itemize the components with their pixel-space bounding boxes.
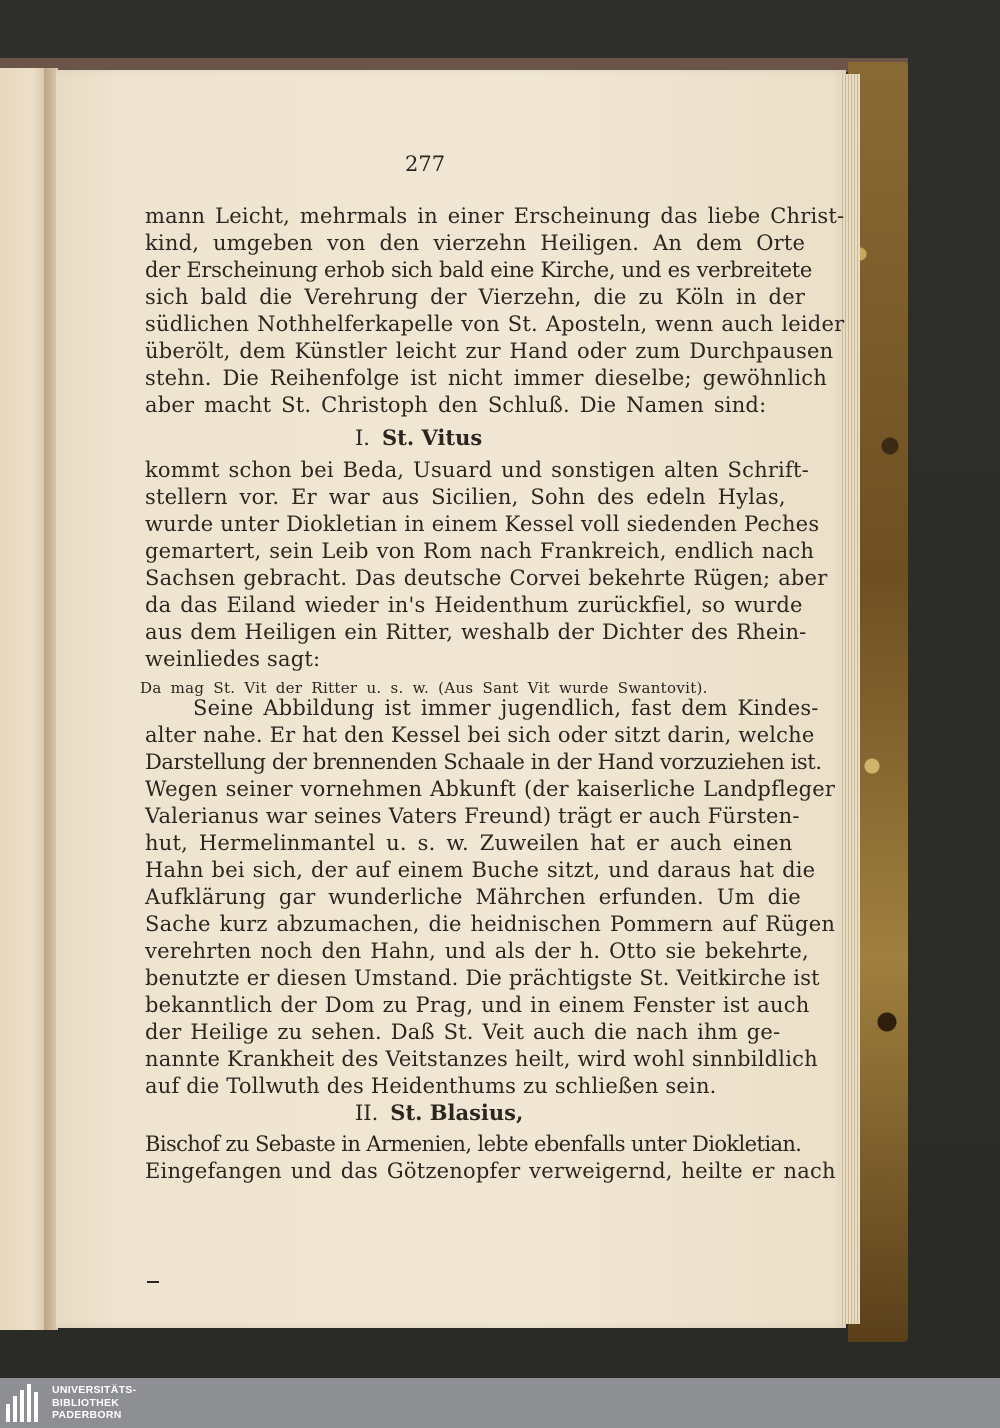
page-mark	[147, 1281, 159, 1283]
text-line: nannte Krankheit des Veitstanzes heilt, wird wohl sinnbildlich	[145, 1047, 818, 1071]
text-line: Valerianus war seines Vaters Freund) trägt er auch Fürsten-	[145, 804, 800, 828]
text-line: Hahn bei sich, der auf einem Buche sitzt, und daraus hat die	[145, 858, 816, 882]
section-heading-st-blasius	[355, 1100, 523, 1125]
text-line: Darstellung der brennenden Schaale in der Hand vorzuziehen ist.	[145, 750, 822, 774]
text-line: alter nahe. Er hat den Kessel bei sich oder sitzt darin, welche	[145, 723, 815, 747]
logo-line: UNIVERSITÄTS-	[52, 1384, 137, 1396]
text-line: Sache kurz abzumachen, die heidnischen Pommern auf Rügen	[145, 912, 836, 936]
text-line: stehn. Die Reihenfolge ist nicht immer dieselbe; gewöhnlich	[145, 366, 827, 390]
page-number: 277	[405, 152, 446, 176]
text-line: Eingefangen und das Götzenopfer verweigernd, heilte er nach	[145, 1159, 836, 1183]
text-line: bekanntlich der Dom zu Prag, und in einem Fenster ist auch	[145, 993, 810, 1017]
heading-numeral: I.	[355, 426, 370, 450]
quote-line: Da mag St. Vit der Ritter u. s. w. (Aus Sant Vit wurde Swantovit).	[140, 679, 708, 697]
text-line: da das Eiland wieder in's Heidenthum zurückfiel, so wurde	[145, 593, 803, 617]
text-line: kommt schon bei Beda, Usuard und sonstigen alten Schrift-	[145, 458, 809, 482]
text-line: Aufklärung gar wunderliche Mährchen erfunden. Um die	[145, 885, 801, 909]
footer-bar	[0, 1378, 1000, 1428]
text-line: Sachsen gebracht. Das deutsche Corvei bekehrte Rügen; aber	[145, 566, 828, 590]
text-line: Bischof zu Sebaste in Armenien, lebte ebenfalls unter Diokletian.	[145, 1132, 802, 1156]
text-line: der Erscheinung erhob sich bald eine Kirche, und es verbreitete	[145, 258, 812, 282]
text-line: südlichen Nothhelferkapelle von St. Aposteln, wenn auch leider	[145, 312, 845, 336]
logo-line: BIBLIOTHEK	[52, 1396, 120, 1409]
page-edges	[840, 74, 860, 1324]
heading-title: St. Vitus	[381, 425, 483, 450]
text-line: mann Leicht, mehrmals in einer Erscheinung das liebe Christ-	[145, 204, 845, 228]
text-line: hut, Hermelinmantel u. s. w. Zuweilen hat er auch einen	[145, 831, 793, 855]
logo-line: PADERBORN	[52, 1409, 122, 1421]
text-line: kind, umgeben von den vierzehn Heiligen. An dem Orte	[145, 231, 806, 255]
text-line: stellern vor. Er war aus Sicilien, Sohn des edeln Hylas,	[145, 485, 786, 509]
text-line: gemartert, sein Leib von Rom nach Frankreich, endlich nach	[145, 539, 815, 563]
text-line: verehrten noch den Hahn, und als der h. Otto sie bekehrte,	[145, 939, 809, 963]
text-line: aus dem Heiligen ein Ritter, weshalb der Dichter des Rhein-	[145, 620, 807, 644]
section-heading-st-vitus	[355, 425, 482, 450]
heading-numeral: II.	[355, 1101, 379, 1125]
text-line: Wegen seiner vornehmen Abkunft (der kaiserliche Landpfleger	[145, 777, 836, 801]
text-line: überölt, dem Künstler leicht zur Hand oder zum Durchpausen	[145, 339, 834, 363]
text-line: sich bald die Verehrung der Vierzehn, die zu Köln in der	[145, 285, 806, 309]
text-line: Seine Abbildung ist immer jugendlich, fast dem Kindes-	[193, 696, 819, 720]
library-logo-text	[52, 1384, 136, 1422]
text-line: der Heilige zu sehen. Daß St. Veit auch die nach ihm ge-	[145, 1020, 781, 1044]
library-logo-icon	[6, 1384, 44, 1422]
text-line: weinliedes sagt:	[145, 647, 321, 671]
text-line: benutzte er diesen Umstand. Die prächtigste St. Veitkirche ist	[145, 966, 820, 990]
text-line: auf die Tollwuth des Heidenthums zu schließen sein.	[145, 1074, 717, 1098]
heading-title: St. Blasius,	[390, 1100, 524, 1125]
left-page-edge	[0, 68, 46, 1330]
text-line: aber macht St. Christoph den Schluß. Die Namen sind:	[145, 393, 767, 417]
text-line: wurde unter Diokletian in einem Kessel voll siedenden Peches	[145, 512, 820, 536]
